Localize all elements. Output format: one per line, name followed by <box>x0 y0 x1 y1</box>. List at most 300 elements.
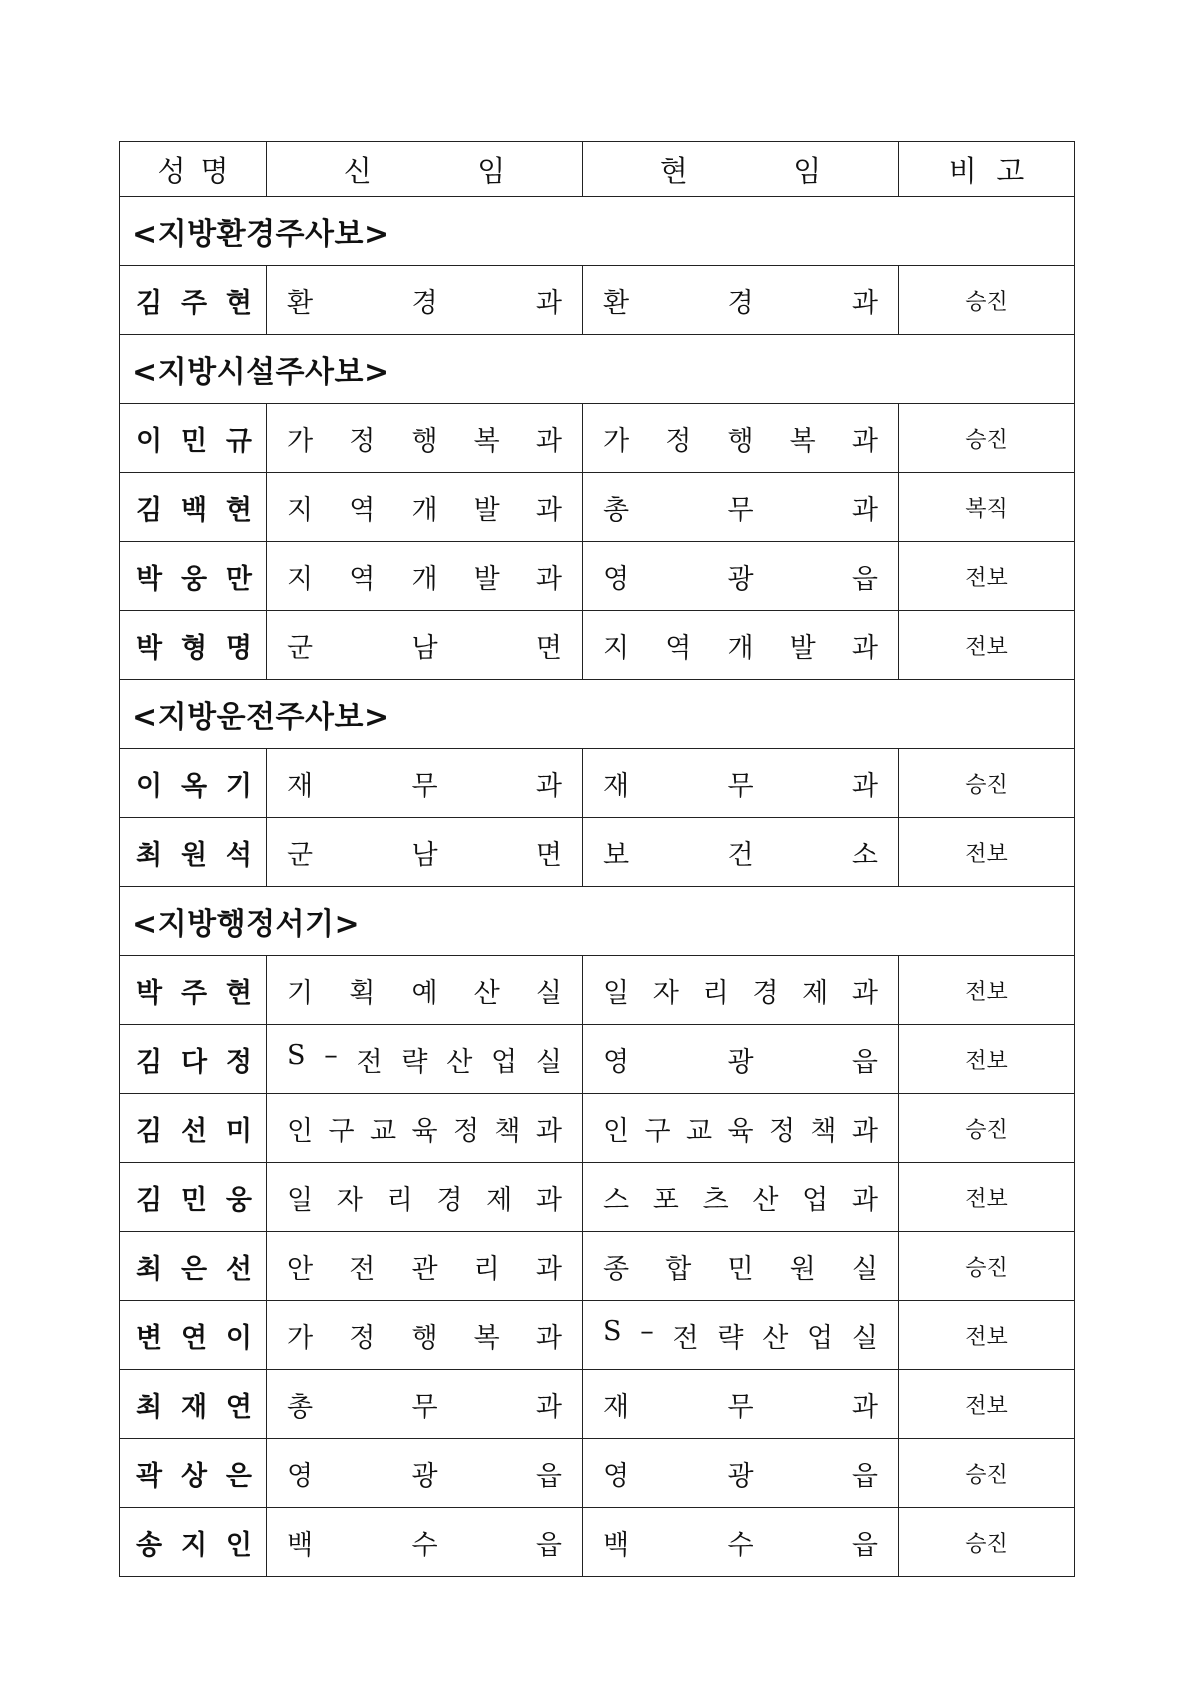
current-post-cell <box>583 611 899 680</box>
char: 인 <box>225 1529 252 1561</box>
current-post <box>583 1316 898 1355</box>
header-current-post-cell <box>583 142 899 197</box>
char: 교 <box>685 1115 713 1147</box>
remark: 전보 <box>965 1324 1008 1350</box>
char: 구 <box>644 1115 671 1147</box>
section-title: <지방환경주사보> <box>132 217 390 252</box>
char: 예 <box>411 977 438 1009</box>
current-post <box>583 833 898 872</box>
person-name <box>120 626 266 665</box>
char: 남 <box>411 839 438 871</box>
char: 김 <box>136 494 163 526</box>
char: 변 <box>136 1322 163 1354</box>
header-new-post <box>267 149 582 190</box>
char: 정 <box>665 425 692 457</box>
char: 책 <box>810 1115 837 1147</box>
char: 미 <box>225 1115 252 1147</box>
char: 박 <box>136 563 163 595</box>
new-post-cell <box>267 1163 583 1232</box>
current-post-cell <box>583 1232 899 1301</box>
char: 광 <box>727 1460 754 1492</box>
char: 최 <box>136 839 163 871</box>
current-post <box>583 1454 898 1493</box>
current-post-cell <box>583 266 899 335</box>
person-name <box>120 1316 266 1355</box>
char: 재 <box>603 770 630 802</box>
table-row <box>120 1508 1075 1577</box>
name-cell <box>120 1094 267 1163</box>
new-post <box>267 1178 582 1217</box>
char: 스 <box>603 1184 630 1216</box>
current-post-cell <box>583 1025 899 1094</box>
new-post-cell <box>267 1232 583 1301</box>
new-post-cell <box>267 1094 583 1163</box>
char: 과 <box>851 1391 878 1423</box>
current-post-cell <box>583 1094 899 1163</box>
char: 역 <box>349 563 376 595</box>
char: 과 <box>851 770 878 802</box>
char: 복 <box>473 425 500 457</box>
section-header-cell <box>120 680 1075 749</box>
char: S <box>603 1315 622 1347</box>
char: 무 <box>411 770 438 802</box>
char: 광 <box>727 1046 754 1078</box>
char: 업 <box>802 1184 829 1216</box>
personnel-table-body <box>120 142 1075 1577</box>
char: 백 <box>180 494 208 526</box>
remark: 승진 <box>965 1255 1008 1281</box>
char: 임 <box>477 153 506 188</box>
char: 개 <box>727 632 754 664</box>
char: 형 <box>180 632 208 664</box>
char: 선 <box>180 1115 208 1147</box>
char: 주 <box>180 287 208 319</box>
char: 수 <box>411 1529 438 1561</box>
char: 책 <box>494 1115 521 1147</box>
char: 획 <box>349 977 376 1009</box>
new-post-cell <box>267 473 583 542</box>
char: 업 <box>807 1322 834 1354</box>
person-name <box>120 1454 266 1493</box>
char: 건 <box>727 839 754 871</box>
current-post <box>583 1040 898 1079</box>
remark: 전보 <box>965 979 1008 1005</box>
char: 일 <box>603 977 630 1009</box>
char: 실 <box>851 1253 878 1285</box>
char: 기 <box>225 770 252 802</box>
char: 지 <box>287 494 314 526</box>
char: 남 <box>411 632 438 664</box>
char: 김 <box>136 1184 163 1216</box>
new-post <box>267 281 582 320</box>
person-name <box>120 557 266 596</box>
new-post <box>267 419 582 458</box>
char: 읍 <box>535 1529 562 1561</box>
char: 과 <box>535 1391 562 1423</box>
char: 면 <box>535 839 562 871</box>
header-name <box>120 149 266 190</box>
current-post-cell <box>583 956 899 1025</box>
char: 석 <box>225 839 252 871</box>
name-cell <box>120 473 267 542</box>
char: 전 <box>356 1046 383 1078</box>
name-cell <box>120 956 267 1025</box>
char: 경 <box>752 977 779 1009</box>
name-cell <box>120 1370 267 1439</box>
name-cell <box>120 1232 267 1301</box>
char: 이 <box>225 1322 252 1354</box>
new-post <box>267 488 582 527</box>
char: 김 <box>136 287 163 319</box>
char: 명 <box>200 153 229 188</box>
char: S <box>287 1039 306 1071</box>
char: 전 <box>672 1322 699 1354</box>
name-cell <box>120 1025 267 1094</box>
header-name-cell <box>120 142 267 197</box>
char: 김 <box>136 1115 163 1147</box>
char: 산 <box>446 1046 473 1078</box>
char: 합 <box>665 1253 692 1285</box>
remark: 승진 <box>965 289 1008 315</box>
current-post <box>583 281 898 320</box>
remark-cell <box>899 818 1075 887</box>
char: 민 <box>180 425 208 457</box>
char: 과 <box>535 1115 562 1147</box>
person-name <box>120 1178 266 1217</box>
new-post <box>267 971 582 1010</box>
new-post <box>267 1385 582 1424</box>
char: 행 <box>727 425 754 457</box>
remark: 전보 <box>965 1186 1008 1212</box>
char: 리 <box>386 1184 413 1216</box>
remark-cell <box>899 1232 1075 1301</box>
char: 읍 <box>851 1460 878 1492</box>
table-row <box>120 1439 1075 1508</box>
new-post <box>267 764 582 803</box>
char: 면 <box>535 632 562 664</box>
table-row <box>120 956 1075 1025</box>
remark: 승진 <box>965 1462 1008 1488</box>
remark: 전보 <box>965 565 1008 591</box>
char: 읍 <box>535 1460 562 1492</box>
section-header-cell <box>120 335 1075 404</box>
new-post-cell <box>267 956 583 1025</box>
char: 가 <box>603 425 630 457</box>
current-post <box>583 764 898 803</box>
char: 연 <box>180 1322 208 1354</box>
name-cell <box>120 404 267 473</box>
char: 박 <box>136 977 163 1009</box>
person-name <box>120 488 266 527</box>
current-post <box>583 557 898 596</box>
char: 은 <box>180 1253 208 1285</box>
table-row <box>120 404 1075 473</box>
person-name <box>120 764 266 803</box>
header-remarks-cell <box>899 142 1075 197</box>
char: 현 <box>225 494 252 526</box>
section-header-cell <box>120 887 1075 956</box>
char: 행 <box>411 1322 438 1354</box>
char: 복 <box>473 1322 500 1354</box>
person-name <box>120 1247 266 1286</box>
remark-cell <box>899 1370 1075 1439</box>
new-post-cell <box>267 749 583 818</box>
char: 최 <box>136 1391 163 1423</box>
char: 정 <box>768 1115 796 1147</box>
current-post <box>583 1385 898 1424</box>
table-row <box>120 1232 1075 1301</box>
char: 군 <box>287 839 314 871</box>
char: 총 <box>287 1391 314 1423</box>
char: 역 <box>665 632 692 664</box>
char: 웅 <box>225 1184 252 1216</box>
char: 가 <box>287 1322 314 1354</box>
new-post-cell <box>267 818 583 887</box>
char: 실 <box>851 1322 878 1354</box>
char: 과 <box>851 632 878 664</box>
char: 리 <box>702 977 729 1009</box>
section-title: <지방행정서기> <box>132 907 361 942</box>
remark: 전보 <box>965 1048 1008 1074</box>
char: 포 <box>652 1184 679 1216</box>
char: 산 <box>473 977 500 1009</box>
char: 육 <box>411 1115 438 1147</box>
name-cell <box>120 1301 267 1370</box>
char: 과 <box>535 770 562 802</box>
current-post-cell <box>583 1163 899 1232</box>
new-post <box>267 1109 582 1148</box>
char: 읍 <box>851 563 878 595</box>
name-cell <box>120 1508 267 1577</box>
char: 자 <box>652 977 679 1009</box>
char: 영 <box>603 1046 630 1078</box>
new-post-cell <box>267 1301 583 1370</box>
name-cell <box>120 611 267 680</box>
char: 발 <box>473 563 500 595</box>
char: 략 <box>717 1322 744 1354</box>
char: 경 <box>411 287 438 319</box>
current-post-cell <box>583 749 899 818</box>
char: 비 <box>948 153 977 188</box>
char: – <box>640 1315 654 1347</box>
char: 리 <box>473 1253 500 1285</box>
char: 영 <box>603 1460 630 1492</box>
char: 환 <box>287 287 314 319</box>
char: 이 <box>136 425 163 457</box>
new-post <box>267 1523 582 1562</box>
remark-cell <box>899 611 1075 680</box>
section-header-cell <box>120 197 1075 266</box>
header-current-post <box>583 149 898 190</box>
char: 가 <box>287 425 314 457</box>
char: 경 <box>436 1184 463 1216</box>
person-name <box>120 833 266 872</box>
char: 일 <box>287 1184 314 1216</box>
char: 주 <box>180 977 208 1009</box>
char: 신 <box>343 153 372 188</box>
char: 정 <box>349 425 376 457</box>
char: 실 <box>535 977 562 1009</box>
char: 산 <box>752 1184 779 1216</box>
person-name <box>120 1385 266 1424</box>
char: 략 <box>401 1046 428 1078</box>
char: 무 <box>727 770 754 802</box>
current-post-cell <box>583 1439 899 1508</box>
remark-cell <box>899 749 1075 818</box>
char: 임 <box>793 153 822 188</box>
name-cell <box>120 1439 267 1508</box>
char: 행 <box>411 425 438 457</box>
char: 과 <box>535 563 562 595</box>
remark-cell <box>899 1508 1075 1577</box>
table-row <box>120 818 1075 887</box>
char: 읍 <box>851 1046 878 1078</box>
char: 선 <box>225 1253 252 1285</box>
char: 지 <box>603 632 630 664</box>
char: 지 <box>287 563 314 595</box>
current-post-cell <box>583 473 899 542</box>
char: 백 <box>603 1529 630 1561</box>
current-post <box>583 1109 898 1148</box>
new-post-cell <box>267 611 583 680</box>
table-row <box>120 1163 1075 1232</box>
new-post-cell <box>267 1508 583 1577</box>
char: 개 <box>411 494 438 526</box>
table-row <box>120 1094 1075 1163</box>
char: 발 <box>789 632 816 664</box>
current-post <box>583 419 898 458</box>
remark: 전보 <box>965 841 1008 867</box>
new-post <box>267 626 582 665</box>
char: 과 <box>535 425 562 457</box>
char: 종 <box>603 1253 630 1285</box>
char: 만 <box>225 563 252 595</box>
remark-cell <box>899 473 1075 542</box>
char: 과 <box>851 977 878 1009</box>
char: 영 <box>603 563 630 595</box>
new-post-cell <box>267 404 583 473</box>
char: 명 <box>225 632 252 664</box>
section-header-row <box>120 887 1075 956</box>
section-header-row <box>120 335 1075 404</box>
char: 현 <box>225 287 252 319</box>
new-post-cell <box>267 1370 583 1439</box>
char: 재 <box>287 770 314 802</box>
current-post <box>583 1178 898 1217</box>
remark: 승진 <box>965 1531 1008 1557</box>
char: 과 <box>535 1253 562 1285</box>
person-name <box>120 1040 266 1079</box>
char: 교 <box>369 1115 397 1147</box>
char: 총 <box>603 494 630 526</box>
current-post-cell <box>583 818 899 887</box>
char: 웅 <box>180 563 208 595</box>
char: 기 <box>287 977 314 1009</box>
char: 이 <box>136 770 163 802</box>
char: 백 <box>287 1529 314 1561</box>
person-name <box>120 971 266 1010</box>
char: 박 <box>136 632 163 664</box>
char: 광 <box>411 1460 438 1492</box>
char: 정 <box>225 1046 252 1078</box>
char: – <box>324 1039 338 1071</box>
new-post <box>267 1247 582 1286</box>
char: 소 <box>851 839 878 871</box>
name-cell <box>120 1163 267 1232</box>
char: 정 <box>349 1322 376 1354</box>
char: 읍 <box>851 1529 878 1561</box>
char: 원 <box>789 1253 816 1285</box>
char: 원 <box>180 839 208 871</box>
table-row <box>120 266 1075 335</box>
char: 연 <box>225 1391 252 1423</box>
new-post <box>267 1454 582 1493</box>
new-post <box>267 1040 582 1079</box>
table-row <box>120 1370 1075 1439</box>
char: 안 <box>287 1253 314 1285</box>
new-post <box>267 557 582 596</box>
remark: 승진 <box>965 427 1008 453</box>
char: 광 <box>727 563 754 595</box>
char: 김 <box>136 1046 163 1078</box>
char: 자 <box>336 1184 363 1216</box>
remark-cell <box>899 542 1075 611</box>
section-title: <지방운전주사보> <box>132 700 390 735</box>
char: 과 <box>535 1184 562 1216</box>
char: 과 <box>535 1322 562 1354</box>
remark-cell <box>899 266 1075 335</box>
char: 다 <box>180 1046 208 1078</box>
person-name <box>120 1109 266 1148</box>
char: 상 <box>180 1460 208 1492</box>
char: 무 <box>727 494 754 526</box>
char: 츠 <box>702 1184 729 1216</box>
table-row <box>120 749 1075 818</box>
char: 역 <box>349 494 376 526</box>
char: 재 <box>603 1391 630 1423</box>
char: 과 <box>535 494 562 526</box>
name-cell <box>120 749 267 818</box>
new-post <box>267 833 582 872</box>
char: 과 <box>851 287 878 319</box>
char: 개 <box>411 563 438 595</box>
char: 송 <box>136 1529 163 1561</box>
char: 지 <box>180 1529 208 1561</box>
current-post <box>583 1247 898 1286</box>
char: 관 <box>411 1253 438 1285</box>
remark-cell <box>899 1094 1075 1163</box>
table-row <box>120 611 1075 680</box>
current-post-cell <box>583 404 899 473</box>
header-row <box>120 142 1075 197</box>
new-post-cell <box>267 266 583 335</box>
char: 과 <box>535 287 562 319</box>
name-cell <box>120 542 267 611</box>
char: 과 <box>851 494 878 526</box>
current-post-cell <box>583 1301 899 1370</box>
current-post <box>583 626 898 665</box>
name-cell <box>120 266 267 335</box>
name-cell <box>120 818 267 887</box>
remark: 전보 <box>965 1393 1008 1419</box>
char: 군 <box>287 632 314 664</box>
person-name <box>120 1523 266 1562</box>
current-post-cell <box>583 1508 899 1577</box>
char: 민 <box>727 1253 754 1285</box>
char: 과 <box>851 425 878 457</box>
char: 업 <box>491 1046 518 1078</box>
person-name <box>120 281 266 320</box>
